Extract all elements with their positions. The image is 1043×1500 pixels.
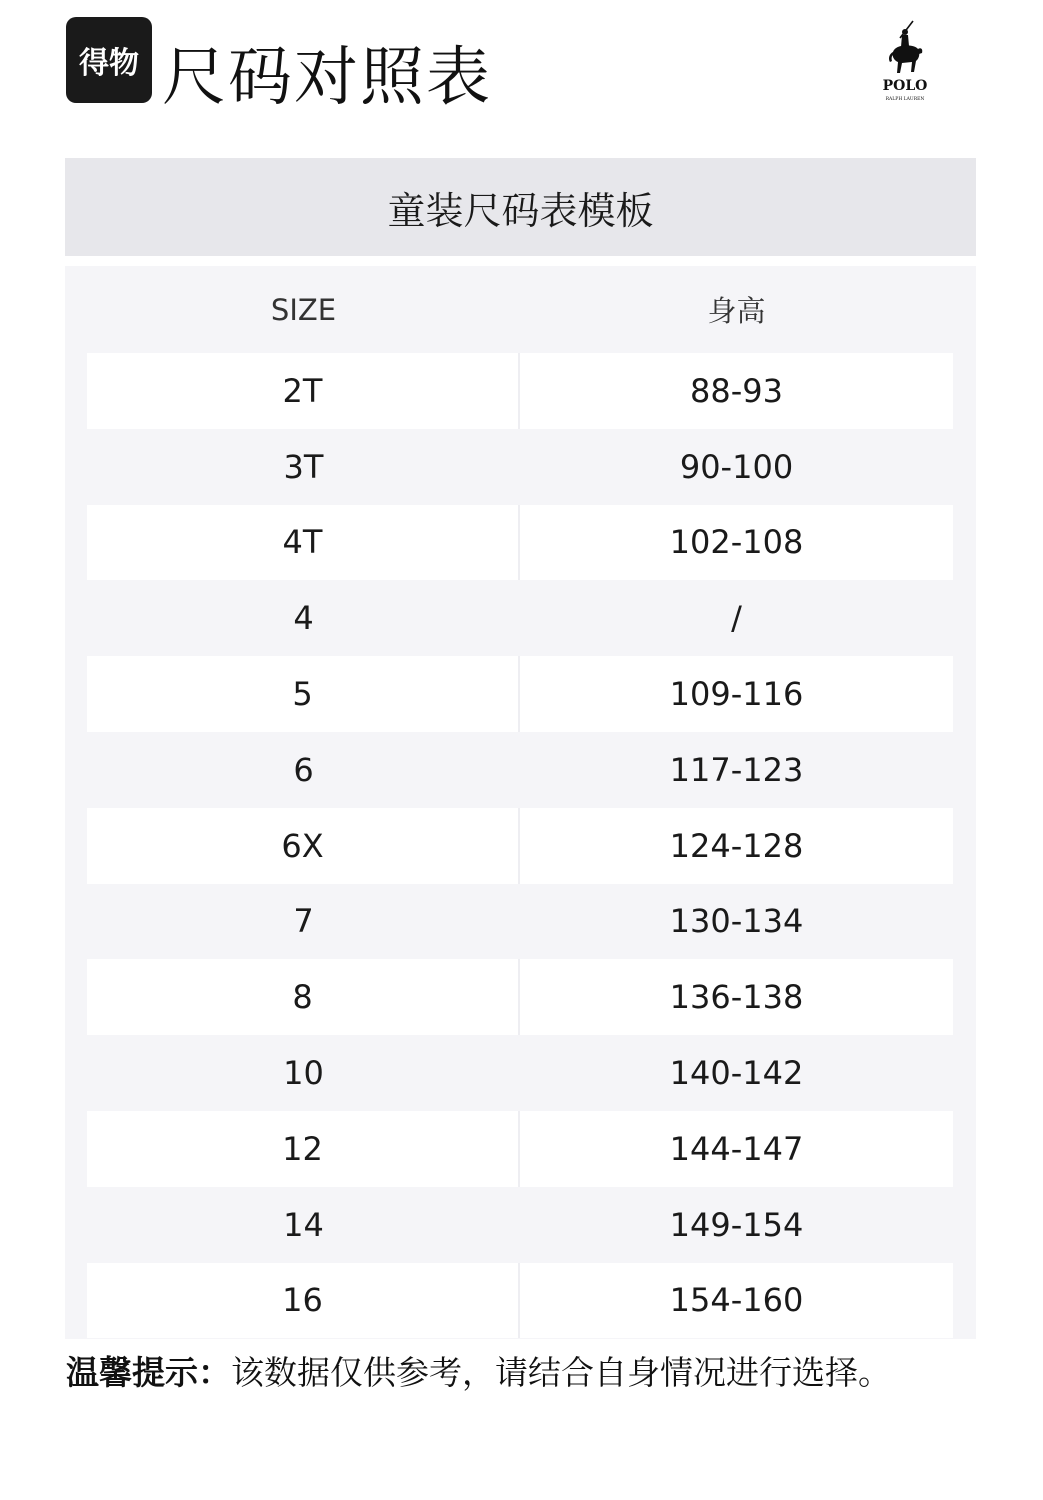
- height-cell: 102-108: [669, 523, 804, 562]
- table-row: [87, 732, 953, 808]
- height-cell: 124-128: [669, 826, 804, 865]
- tip-label: 温馨提示：: [66, 1353, 231, 1392]
- size-cell: 8: [87, 959, 520, 1035]
- polo-logo-subtext: RALPH LAUREN: [885, 97, 925, 102]
- page-title: 尺码对照表: [162, 41, 492, 115]
- table-row: [87, 656, 953, 732]
- size-table: [65, 266, 976, 1339]
- table-row: [87, 429, 953, 505]
- table-row: [87, 959, 953, 1035]
- table-row: [87, 1187, 953, 1263]
- polo-logo: [876, 16, 934, 106]
- size-cell: 14: [283, 1205, 324, 1244]
- size-cell: 6: [293, 750, 314, 789]
- table-row: [87, 353, 953, 429]
- size-cell: 6X: [87, 808, 520, 884]
- table-row: [87, 1111, 953, 1187]
- table-row: [87, 884, 953, 960]
- size-cell: 7: [293, 902, 314, 941]
- table-row: [87, 505, 953, 581]
- size-cell: 16: [87, 1263, 520, 1339]
- height-cell: 90-100: [679, 447, 794, 486]
- size-cell: 10: [283, 1054, 324, 1093]
- height-cell: 109-116: [669, 675, 804, 714]
- height-cell: 117-123: [669, 750, 804, 789]
- tip-note: [66, 1350, 891, 1396]
- height-cell: 88-93: [690, 371, 783, 410]
- table-row: [87, 1263, 953, 1339]
- height-cell: 140-142: [669, 1054, 804, 1093]
- size-cell: 2T: [87, 353, 520, 429]
- size-cell: 3T: [283, 447, 324, 486]
- table-title: 童装尺码表模板: [387, 188, 654, 233]
- app-badge-label: 得物: [79, 46, 139, 81]
- height-cell: 130-134: [669, 902, 804, 941]
- app-badge: [66, 17, 152, 103]
- polo-logo-text: POLO: [882, 78, 928, 94]
- size-cell: 5: [87, 656, 520, 732]
- tip-text: 该数据仅供参考，请结合自身情况进行选择。: [231, 1353, 891, 1392]
- column-header-height: 身高: [707, 294, 766, 328]
- table-row: [87, 580, 953, 656]
- table-body: [87, 353, 953, 1338]
- height-cell: 144-147: [669, 1129, 804, 1168]
- height-cell: 136-138: [669, 978, 804, 1017]
- size-cell: 12: [87, 1111, 520, 1187]
- table-header-row: [87, 266, 953, 353]
- height-cell: /: [731, 599, 742, 638]
- column-header-size: SIZE: [270, 292, 337, 327]
- height-cell: 154-160: [669, 1281, 804, 1320]
- polo-player-icon: [889, 21, 922, 73]
- table-row: [87, 808, 953, 884]
- table-row: [87, 1035, 953, 1111]
- table-title-bar: [65, 158, 976, 256]
- size-cell: 4: [293, 599, 314, 638]
- height-cell: 149-154: [669, 1205, 804, 1244]
- size-cell: 4T: [87, 505, 520, 581]
